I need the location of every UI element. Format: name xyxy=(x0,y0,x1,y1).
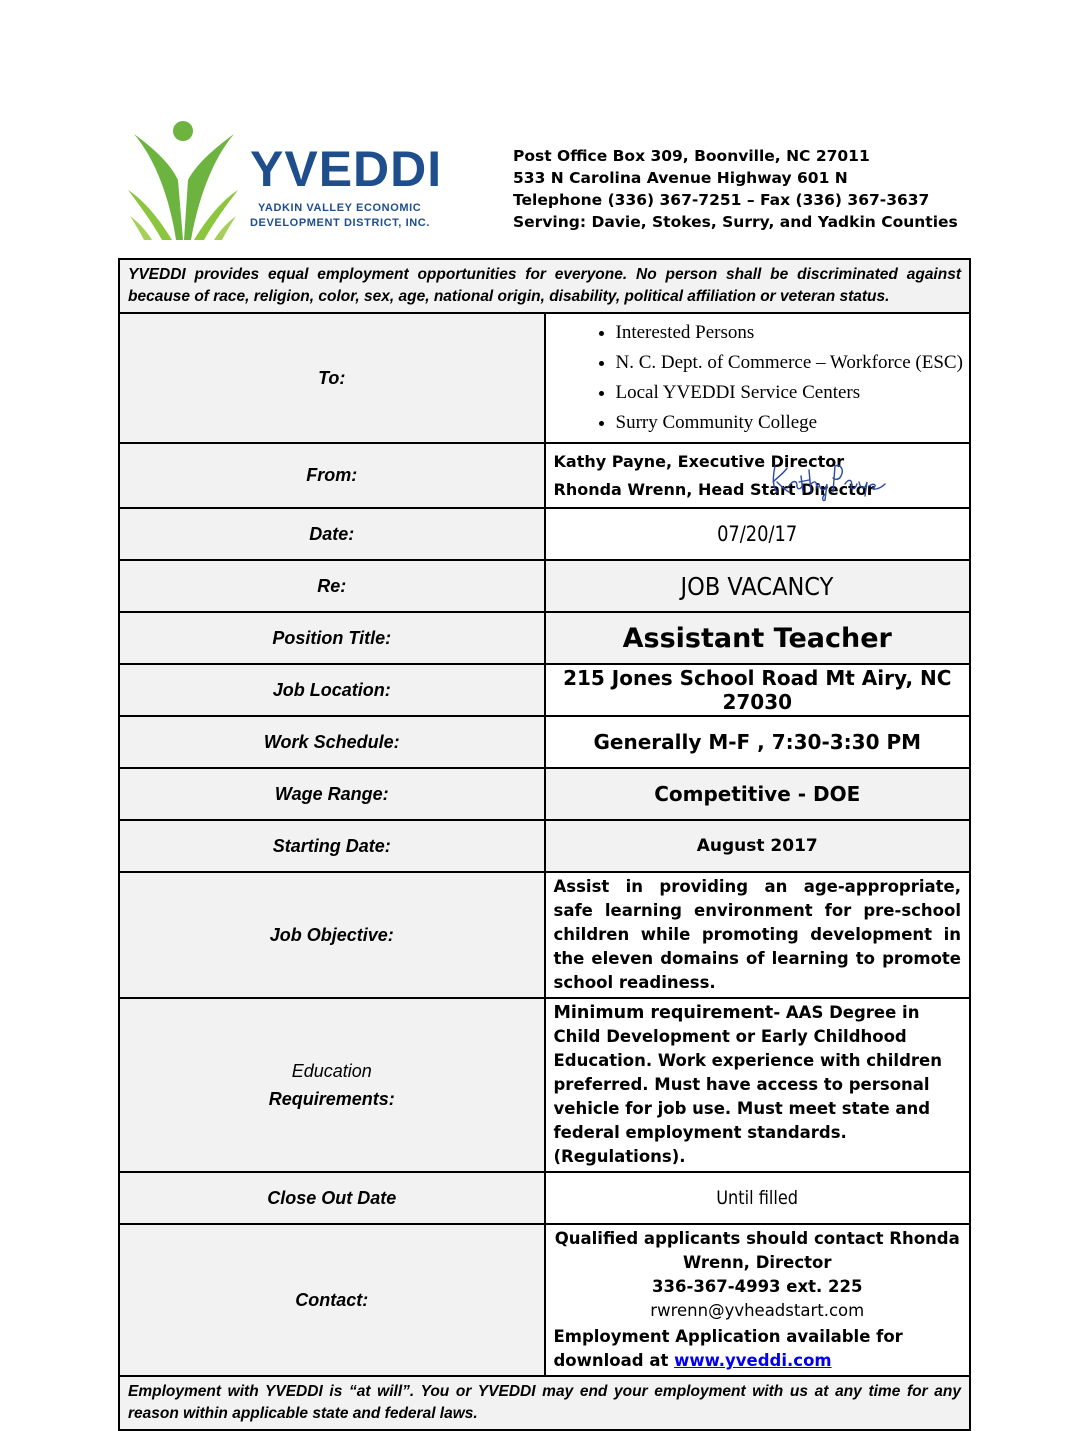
recipient-item: • Surry Community College xyxy=(616,408,970,438)
address-line3: Telephone (336) 367-7251 – Fax (336) 367-3637 xyxy=(513,191,930,209)
education-label-line2: Requirements: xyxy=(268,1089,395,1109)
to-value xyxy=(545,313,971,443)
education-label xyxy=(119,998,545,1172)
schedule-value: Generally M-F , 7:30-3:30 PM xyxy=(593,730,922,754)
contact-value xyxy=(545,1224,971,1376)
location-label: Job Location: xyxy=(119,664,545,716)
vacancy-table xyxy=(118,258,971,1431)
objective-value: Assist in providing an age-appropriate, safe learning environment for pre-school children while promoting development in the eleven domains of learning to promote school readiness. xyxy=(545,872,971,998)
application-line xyxy=(554,1325,962,1373)
logo-name: YVEDDI xyxy=(250,141,443,197)
contact-phone: 336-367-4993 ext. 225 xyxy=(652,1277,863,1296)
recipient-item: • Interested Persons xyxy=(616,318,970,348)
position-value: Assistant Teacher xyxy=(622,622,892,654)
recipient-list xyxy=(546,318,970,438)
website-link[interactable]: www.yveddi.com xyxy=(674,1351,832,1370)
yveddi-logo xyxy=(126,120,456,242)
date-label: Date: xyxy=(119,508,545,560)
logo-subtitle-line1: YADKIN VALLEY ECONOMIC xyxy=(258,202,422,214)
location-value: 215 Jones School Road Mt Airy, NC 27030 xyxy=(563,666,952,714)
re-value: JOB VACANCY xyxy=(680,571,834,601)
from-line1: Kathy Payne, Executive Director xyxy=(553,451,845,471)
address-line4: Serving: Davie, Stokes, Surry, and Yadkin Counties xyxy=(513,213,958,231)
leaf-figure-icon xyxy=(126,120,246,242)
application-text: Employment Application available for download at xyxy=(553,1327,903,1370)
at-will-notice: Employment with YVEDDI is “at will”. You or YVEDDI may end your employment with us at any time for any reason within applicable state and federal laws. xyxy=(119,1376,970,1430)
from-value xyxy=(545,443,971,508)
signature-image xyxy=(769,456,889,502)
recipient-item: • N. C. Dept. of Commerce – Workforce (ESC) xyxy=(616,348,970,378)
education-label-line1: Education xyxy=(291,1061,372,1081)
address-line2: 533 N Carolina Avenue Highway 601 N xyxy=(513,169,848,187)
wage-value: Competitive - DOE xyxy=(654,782,861,806)
starting-value: August 2017 xyxy=(696,836,818,856)
to-label: To: xyxy=(119,313,545,443)
education-value xyxy=(545,998,971,1172)
logo-subtitle-line2: DEVELOPMENT DISTRICT, INC. xyxy=(250,217,430,229)
re-label: Re: xyxy=(119,560,545,612)
address-block xyxy=(513,145,958,233)
eeo-notice: YVEDDI provides equal employment opportunities for everyone. No person shall be discriminated against because of race, religion, color, sex, age, national origin, disability, political affiliation or veteran status. xyxy=(119,259,970,313)
address-line1: Post Office Box 309, Boonville, NC 27011 xyxy=(513,147,870,165)
wage-label: Wage Range: xyxy=(119,768,545,820)
contact-line1: Qualified applicants should contact Rhonda Wrenn, Director xyxy=(554,1229,960,1272)
from-label: From: xyxy=(119,443,545,508)
education-lead: Minimum requirement xyxy=(553,1003,774,1023)
close-label: Close Out Date xyxy=(119,1172,545,1224)
contact-email: rwrenn@yvheadstart.com xyxy=(650,1301,865,1320)
education-text: - AAS Degree in Child Development or Early Childhood Education. Work experience with children preferred. Must have access to personal vehicle for job use. Must meet state and federal employment standards. (Regulations). xyxy=(553,1003,942,1166)
position-label: Position Title: xyxy=(119,612,545,664)
recipient-item: • Local YVEDDI Service Centers xyxy=(616,378,970,408)
contact-label: Contact: xyxy=(119,1224,545,1376)
close-value: Until filled xyxy=(716,1187,799,1209)
date-value: 07/20/17 xyxy=(717,522,798,546)
starting-label: Starting Date: xyxy=(119,820,545,872)
schedule-label: Work Schedule: xyxy=(119,716,545,768)
objective-label: Job Objective: xyxy=(119,872,545,998)
from-line2: Rhonda Wrenn, Head Start Director xyxy=(553,479,875,499)
